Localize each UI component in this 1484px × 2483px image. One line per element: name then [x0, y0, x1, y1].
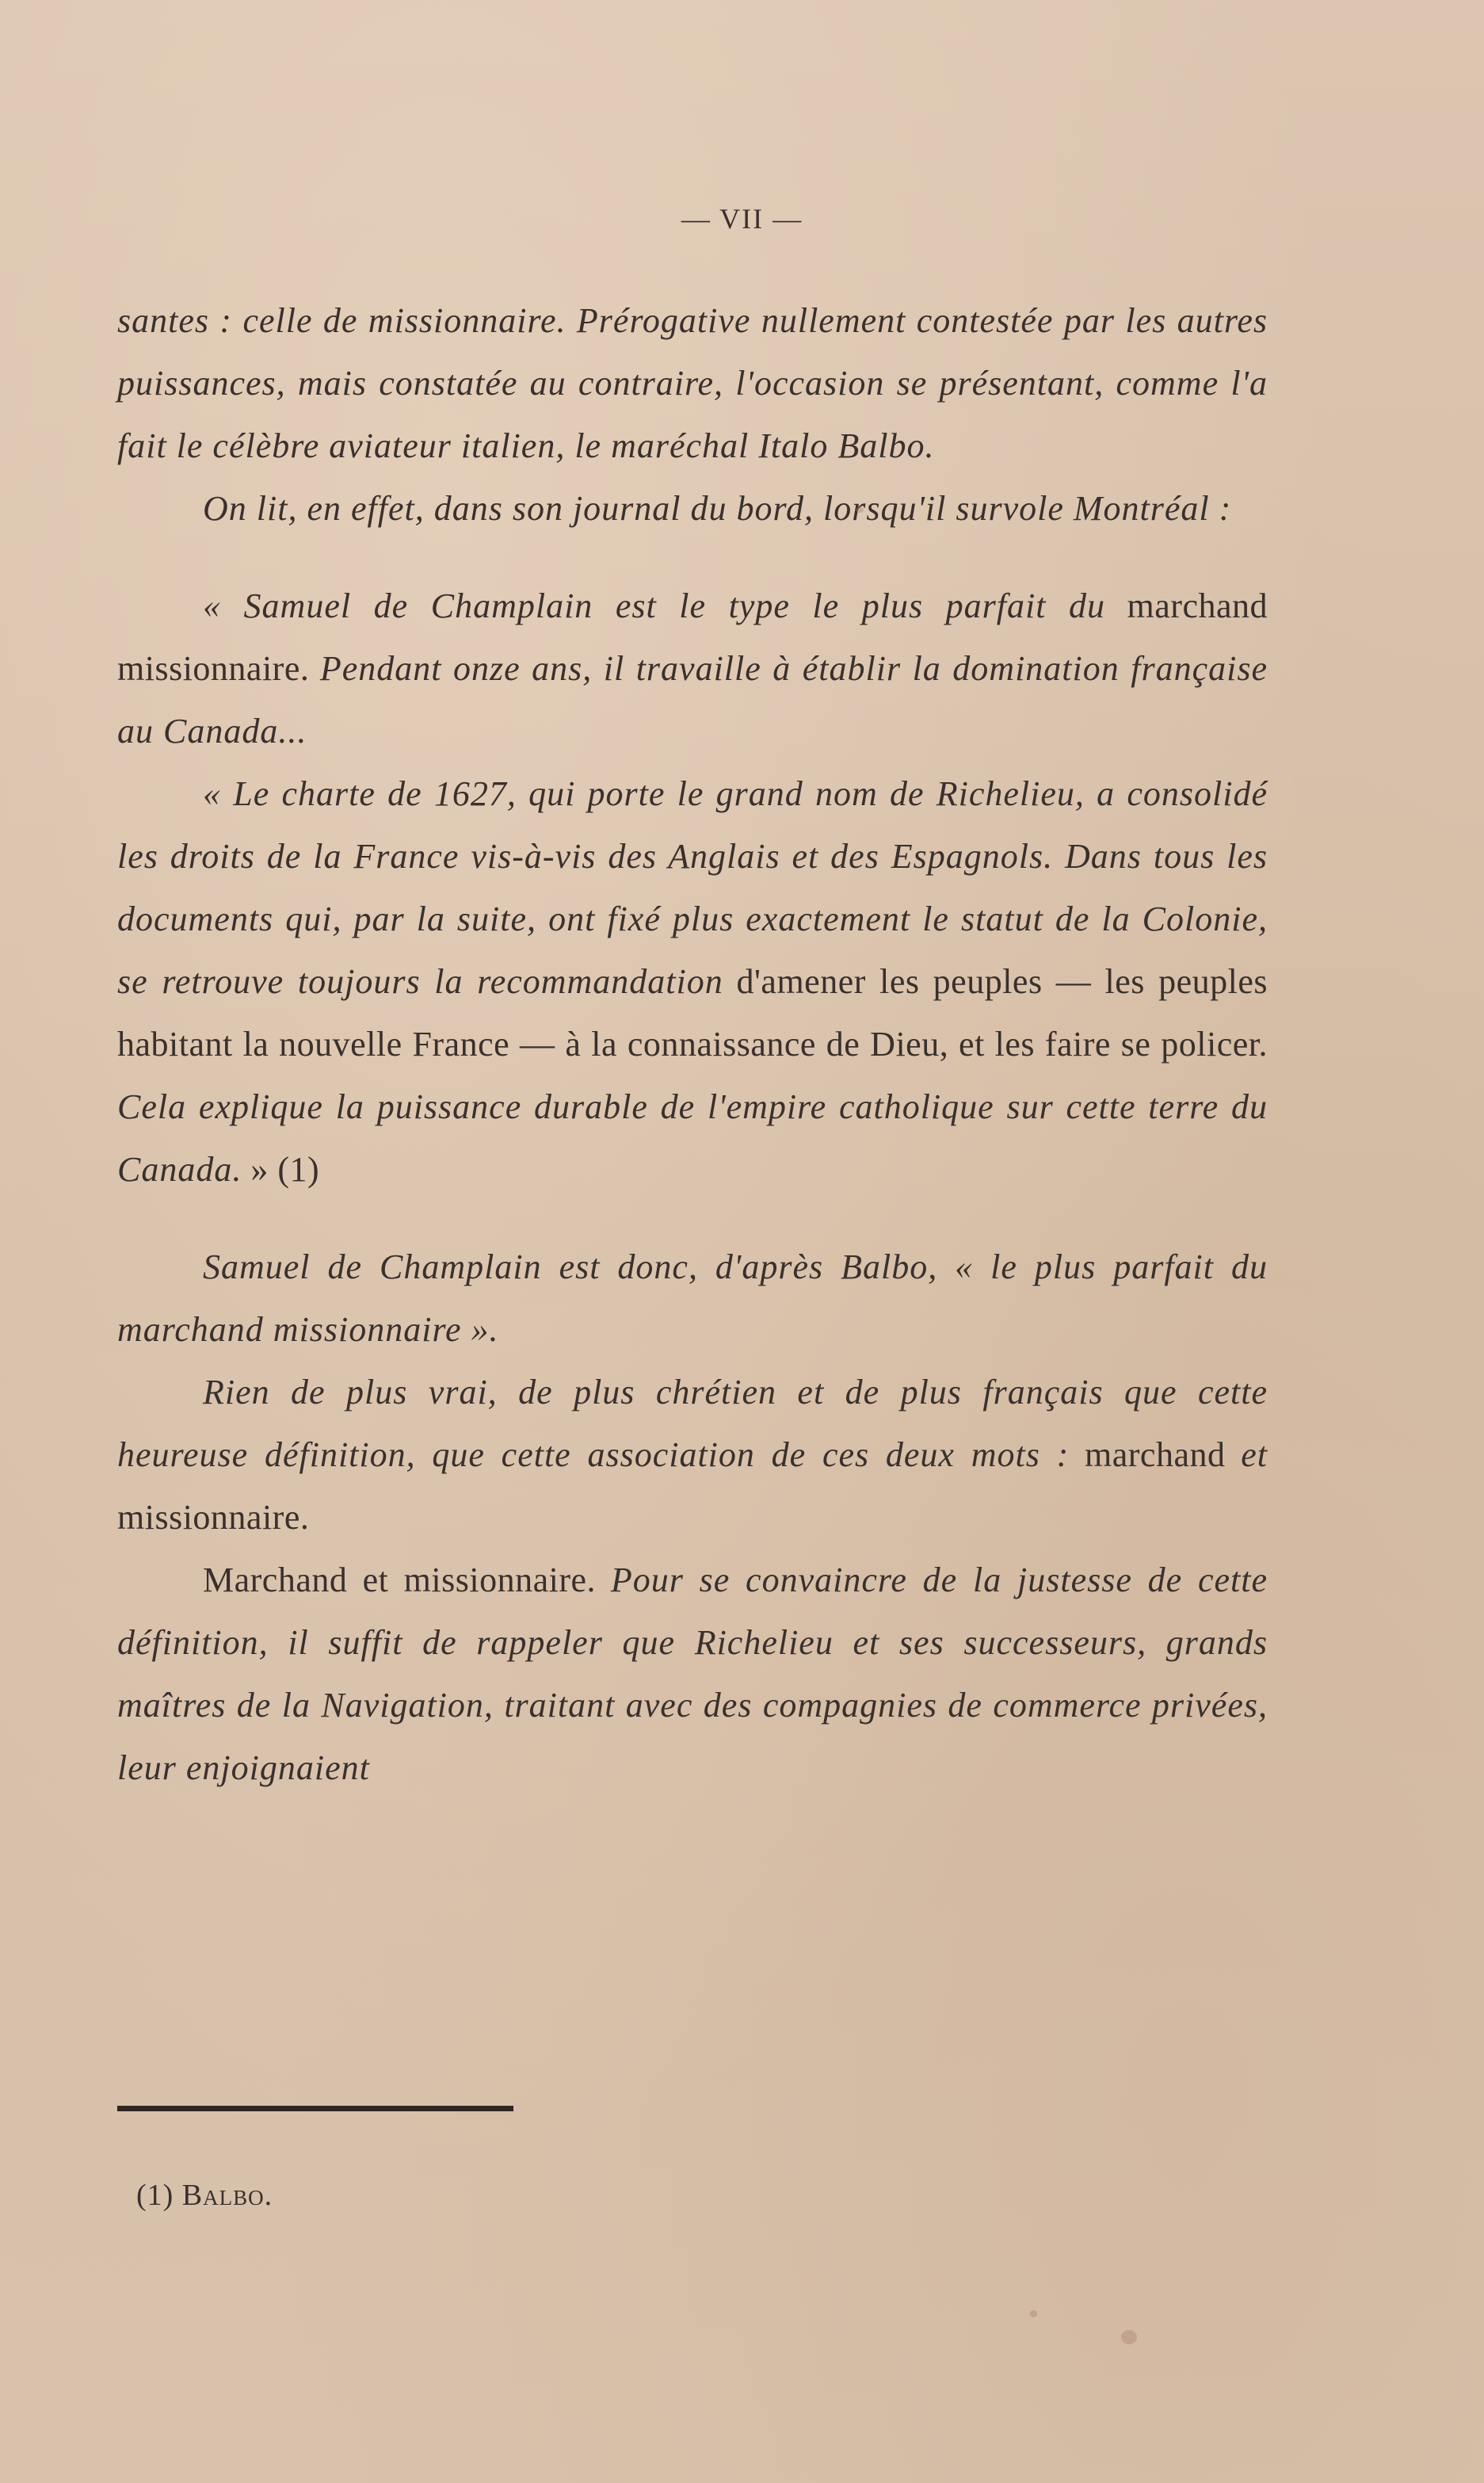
paragraph-7: [117, 1549, 1268, 1799]
paragraph-1: [117, 289, 1268, 477]
quotation-paragraph-1: [117, 575, 1268, 762]
paragraph-2: [117, 477, 1268, 540]
text-segment: missionnaire.: [117, 1498, 310, 1537]
text-segment: Samuel de Champlain est donc, d'après Balbo, « le plus parfait du marchand missionnaire ».: [117, 1247, 1268, 1349]
body-text: [117, 289, 1268, 1799]
paragraph-5: [117, 1236, 1268, 1361]
text-segment: marchand: [1085, 1435, 1226, 1474]
text-segment: d'amener les peuples — les peuples habitant la nouvelle France — à la connaissance de Dieu, et les faire se policer.: [117, 962, 1268, 1064]
text-segment: « Le charte de 1627, qui porte le grand nom de Richelieu, a consolidé les droits de la France vis-à-vis des Anglais et des Espagnols. Dans tous les documents qui, par la suite, ont fixé plus exactement le statut de la Colonie, se retrouve toujours la recommandation: [117, 774, 1268, 1001]
quotation-paragraph-2: [117, 762, 1268, 1201]
text-segment: Pendant onze ans, il travaille à établir la domination française au Canada...: [117, 649, 1268, 751]
text-segment: « Samuel de Champlain est le type le plus parfait du: [203, 586, 1105, 625]
text-segment: Pour se convaincre de la justesse de cette définition, il suffit de rappeler que Richelieu et ses successeurs, grands maîtres de la Navigation, traitant avec des compagnies de commerce privées, leur enjoignaient: [117, 1560, 1268, 1787]
text-segment: Cela explique la puissance durable de l'empire catholique sur cette terre du Canada.: [117, 1087, 1268, 1189]
text-segment: On lit, en effet, dans son journal du bord, lorsqu'il survole Montréal :: [203, 489, 1232, 528]
footnote: (1) Balbo.: [136, 2179, 273, 2212]
text-segment: Rien de plus vrai, de plus chrétien et de plus français que cette heureuse définition, que cette association de ces deux mots :: [117, 1373, 1268, 1474]
footnote-separator: [117, 2106, 513, 2111]
text-segment: et: [1241, 1435, 1268, 1474]
text-segment: santes : celle de missionnaire. Prérogative nullement contestée par les autres puissances, mais constatée au contraire, l'occasion se présentant, comme l'a fait le célèbre aviateur italien, le maréchal Italo Balbo.: [117, 301, 1268, 465]
text-segment: Marchand et missionnaire.: [203, 1560, 597, 1599]
paragraph-6: [117, 1361, 1268, 1549]
page-number: — VII —: [681, 203, 803, 235]
paper-stain: [856, 507, 864, 513]
footnote-reference: » (1): [250, 1150, 320, 1189]
paper-stain: [1030, 2310, 1037, 2317]
text-segment: marchand missionnaire.: [117, 586, 1268, 688]
paper-stain: [1121, 2330, 1137, 2344]
